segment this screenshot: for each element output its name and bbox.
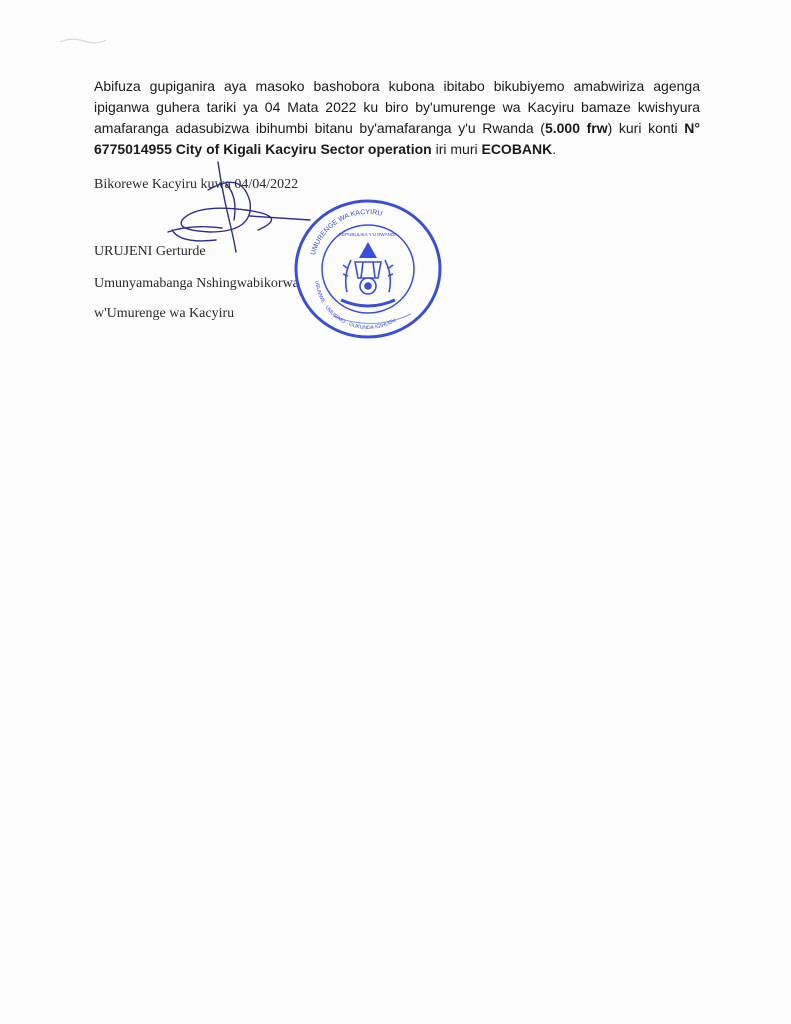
emblem-icon bbox=[341, 242, 395, 306]
place-date: Bikorewe Kacyiru kuwa 04/04/2022 bbox=[94, 177, 299, 192]
fee-amount: 5.000 frw bbox=[544, 120, 608, 136]
bank-name: ECOBANK bbox=[481, 141, 553, 157]
signatory-title: Umunyamabanga Nshingwabikorwa bbox=[94, 276, 299, 291]
stamp-inner-text: REPUBULIKA Y'U RWANDA bbox=[338, 232, 398, 237]
handwritten-signature bbox=[150, 160, 335, 265]
stamp-top-text: UMURENGE WA KACYIRU bbox=[309, 209, 384, 256]
stamp-bottom-text: UBUMWE · UMURIMO · GUKUNDA IGIHUGU bbox=[313, 280, 398, 332]
signatory-office: w'Umurenge wa Kacyiru bbox=[94, 306, 235, 321]
signatory-name: URUJENI Gerturde bbox=[94, 244, 206, 259]
bank-account: N° 6775014955 City of Kigali Kacyiru Sector operation bbox=[94, 120, 700, 157]
scan-mark bbox=[58, 34, 108, 46]
body-paragraph: Abifuza gupiganira aya masoko bashobora kubona ibitabo bikubiyemo amabwiriza agenga ipiganwa guhera tariki ya 04 Mata 2022 ku biro by'umurenge wa Kacyiru bamaze kwishyura amafaranga adasubizwa ibihumbi bitanu by'amafaranga y'u Rwanda (5.000 frw) kuri konti N° 6775014955 City of Kigali Kacyiru Sector operation iri muri ECOBANK. bbox=[94, 78, 700, 157]
